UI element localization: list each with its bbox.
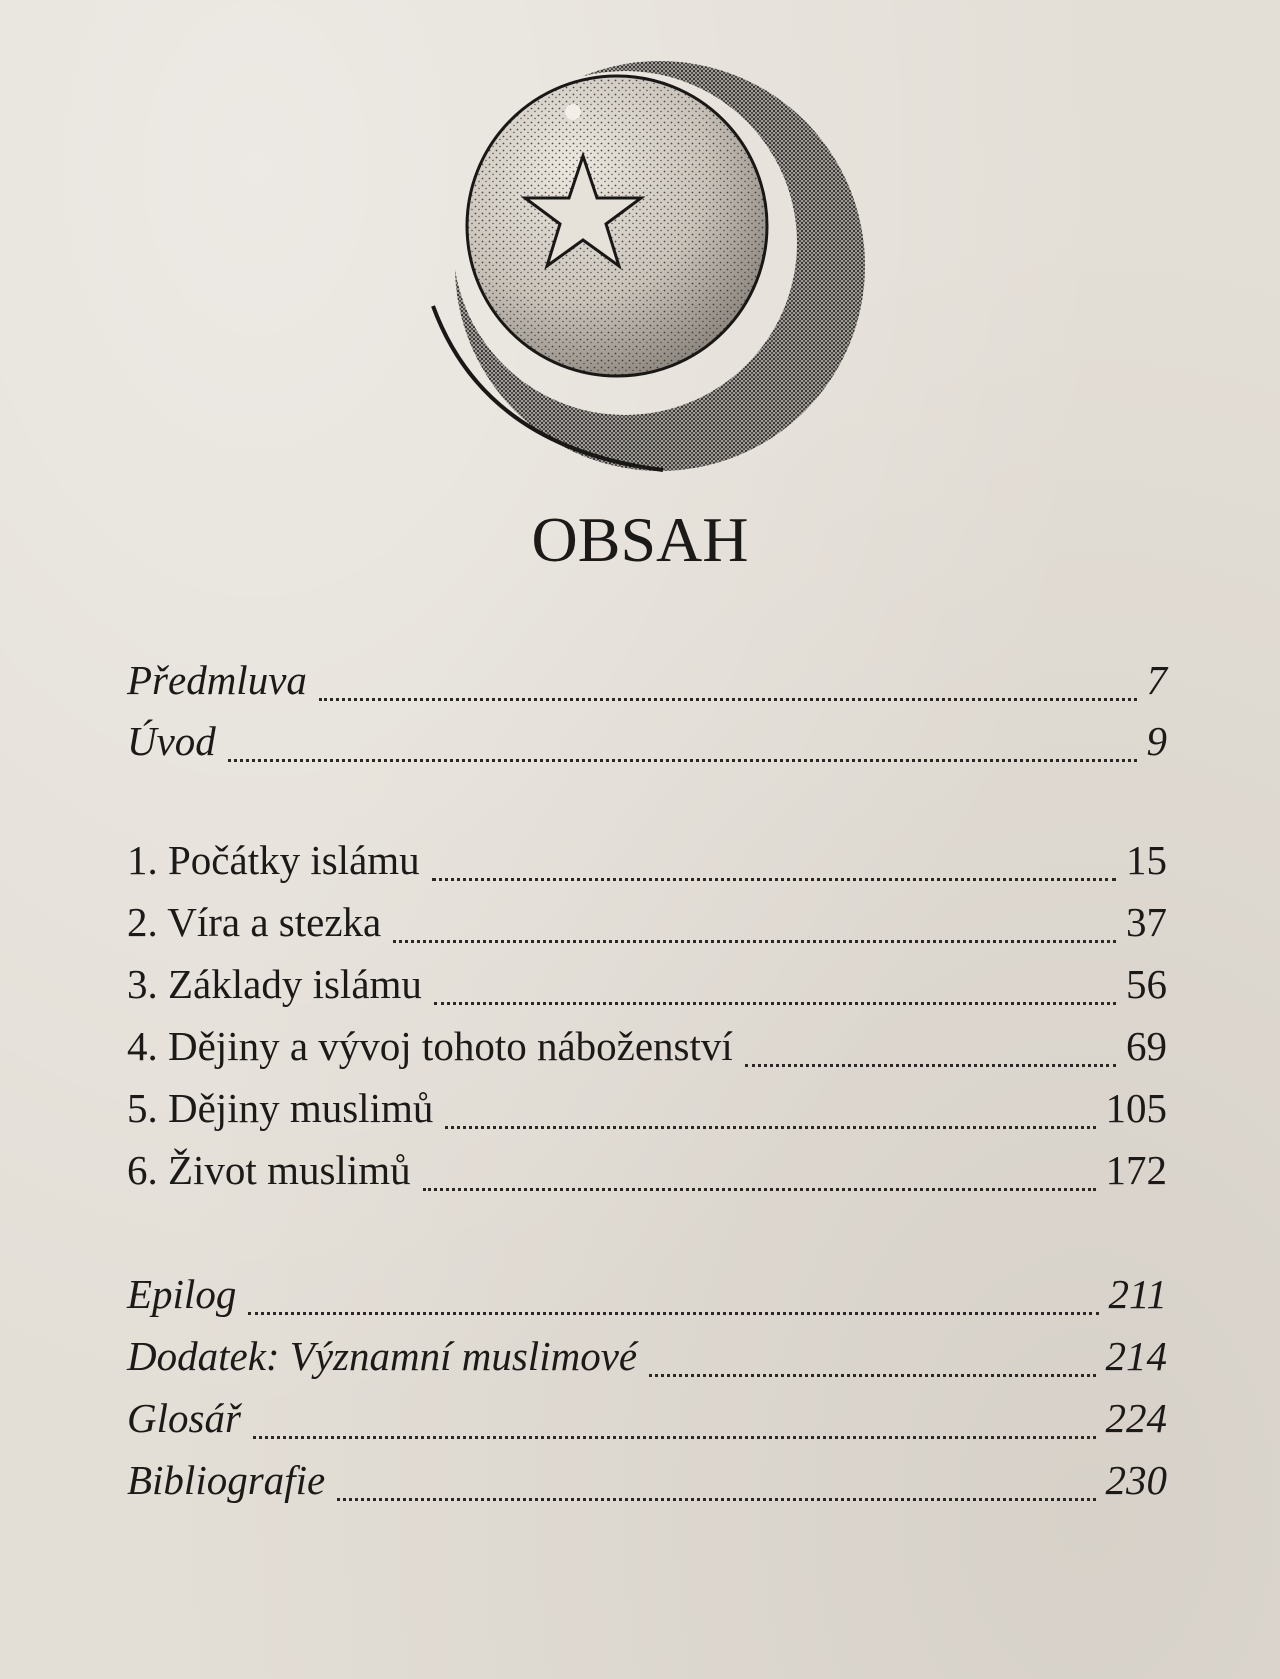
toc-page-number: 230 bbox=[1105, 1457, 1167, 1503]
toc-entry-bibliografie bbox=[127, 1450, 1167, 1510]
toc-leader-dots bbox=[434, 1002, 1116, 1005]
toc-entry-label: Předmluva bbox=[127, 657, 307, 703]
crescent-and-star-icon bbox=[425, 58, 885, 498]
toc-entry-label: Bibliografie bbox=[127, 1457, 326, 1503]
toc-leader-dots bbox=[423, 1188, 1096, 1191]
toc-entry-label: 2. Víra a stezka bbox=[127, 899, 382, 945]
toc-leader-dots bbox=[649, 1374, 1095, 1377]
toc-page-number: 7 bbox=[1146, 657, 1167, 703]
toc-entry-dodatek bbox=[127, 1326, 1167, 1386]
toc-page-number: 15 bbox=[1126, 837, 1167, 883]
toc-leader-dots bbox=[337, 1498, 1095, 1501]
toc-leader-dots bbox=[248, 1312, 1098, 1315]
toc-entry-label: 5. Dějiny muslimů bbox=[127, 1085, 434, 1131]
page-title: OBSAH bbox=[531, 504, 749, 575]
toc-page-number: 172 bbox=[1105, 1147, 1167, 1193]
toc-entry-label: 3. Základy islámu bbox=[127, 961, 422, 1007]
toc-entry-label: Dodatek: Významní muslimové bbox=[127, 1333, 638, 1379]
toc-entry-epilog bbox=[127, 1264, 1167, 1324]
toc-leader-dots bbox=[432, 878, 1116, 881]
toc-page-number: 214 bbox=[1105, 1333, 1167, 1379]
toc-entry-label: Glosář bbox=[127, 1395, 241, 1441]
toc-entry-label: Epilog bbox=[127, 1271, 237, 1317]
toc-page-number: 56 bbox=[1126, 961, 1167, 1007]
toc-entry-label: 1. Počátky islámu bbox=[127, 837, 420, 883]
toc-leader-dots bbox=[253, 1436, 1096, 1439]
toc-page-number: 224 bbox=[1105, 1395, 1167, 1441]
toc-entry-chapter-2 bbox=[127, 892, 1167, 952]
toc-leader-dots bbox=[393, 940, 1116, 943]
toc-entry-chapter-6 bbox=[127, 1140, 1167, 1200]
toc-page-number: 105 bbox=[1105, 1085, 1167, 1131]
toc-page-number: 69 bbox=[1126, 1023, 1167, 1069]
toc-page-number: 211 bbox=[1108, 1271, 1167, 1317]
toc-leader-dots bbox=[319, 698, 1137, 701]
toc-entry-chapter-5 bbox=[127, 1078, 1167, 1138]
toc-entry-label: 6. Život muslimů bbox=[127, 1147, 411, 1193]
toc-entry-label: Úvod bbox=[127, 718, 216, 764]
toc-leader-dots bbox=[745, 1064, 1116, 1067]
toc-entry-glosar bbox=[127, 1388, 1167, 1448]
toc-entry-label: 4. Dějiny a vývoj tohoto náboženství bbox=[127, 1023, 733, 1069]
toc-leader-dots bbox=[445, 1126, 1095, 1129]
toc-page-number: 37 bbox=[1126, 899, 1167, 945]
toc-entry-predmluva bbox=[127, 650, 1167, 710]
toc-entry-chapter-4 bbox=[127, 1016, 1167, 1076]
toc-page-number: 9 bbox=[1146, 718, 1167, 764]
toc-leader-dots bbox=[228, 759, 1137, 762]
toc-entry-chapter-3 bbox=[127, 954, 1167, 1014]
toc-entry-chapter-1 bbox=[127, 830, 1167, 890]
toc-entry-uvod bbox=[127, 711, 1167, 771]
